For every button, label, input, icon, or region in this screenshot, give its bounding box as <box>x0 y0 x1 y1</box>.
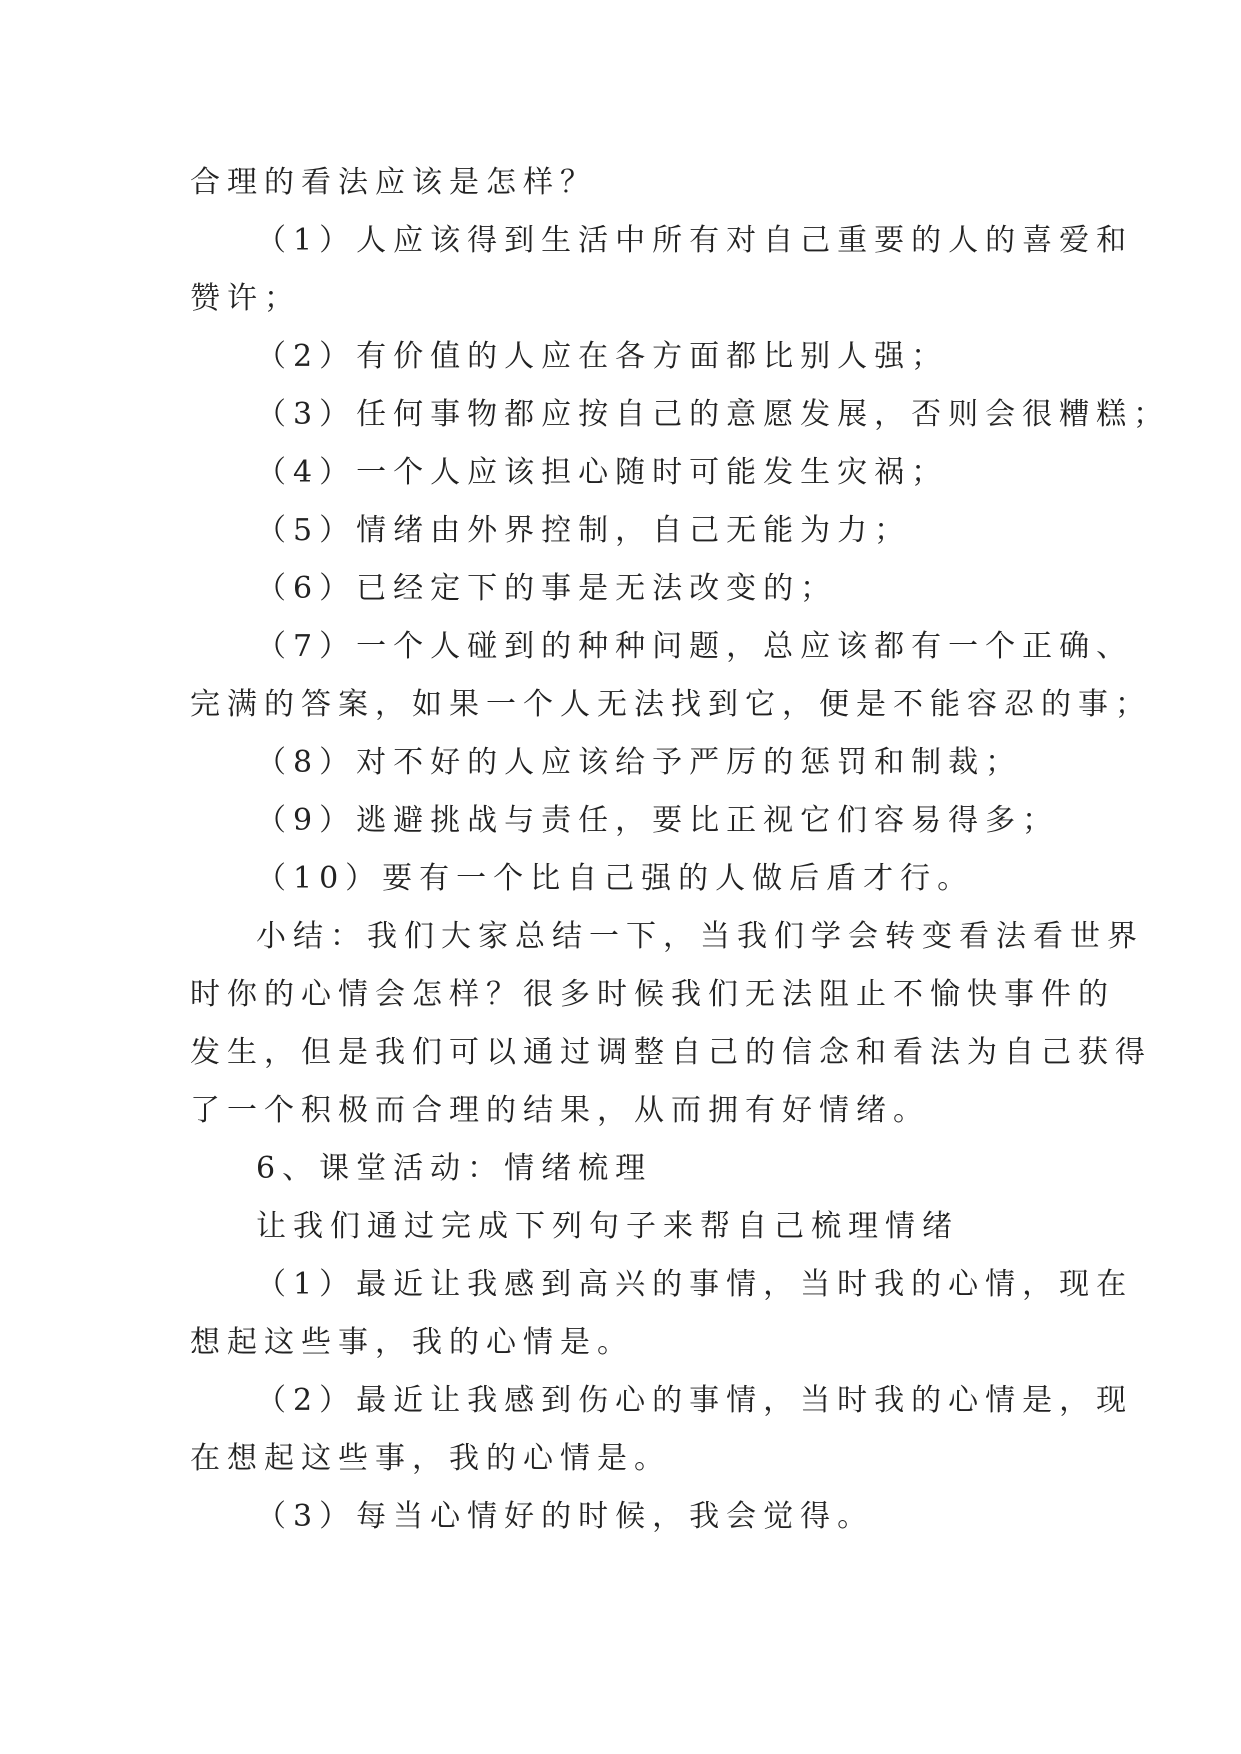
list-item-10: （10）要有一个比自己强的人做后盾才行。 <box>256 861 975 896</box>
summary-line-4: 了一个积极而合理的结果，从而拥有好情绪。 <box>190 1093 930 1128</box>
activity-item-1-line-1: （1）最近让我感到高兴的事情，当时我的心情，现在 <box>256 1267 1134 1302</box>
list-item-5: （5）情绪由外界控制，自己无能为力； <box>256 513 912 548</box>
summary-line-3: 发生，但是我们可以通过调整自己的信念和看法为自己获得 <box>190 1035 1152 1070</box>
list-item-6: （6）已经定下的事是无法改变的； <box>256 571 838 606</box>
summary-line-2: 时你的心情会怎样？很多时候我们无法阻止不愉快事件的 <box>190 977 1115 1012</box>
paragraph-heading-question: 合理的看法应该是怎样？ <box>190 165 597 200</box>
list-item-8: （8）对不好的人应该给予严厉的惩罚和制裁； <box>256 745 1023 780</box>
list-item-1-line-1: （1）人应该得到生活中所有对自己重要的人的喜爱和 <box>256 223 1134 258</box>
activity-item-2-line-1: （2）最近让我感到伤心的事情，当时我的心情是，现 <box>256 1383 1134 1418</box>
activity-intro: 让我们通过完成下列句子来帮自己梳理情绪 <box>256 1209 959 1244</box>
list-item-9: （9）逃避挑战与责任，要比正视它们容易得多； <box>256 803 1060 838</box>
activity-item-2-line-2: 在想起这些事，我的心情是。 <box>190 1441 671 1476</box>
list-item-3: （3）任何事物都应按自己的意愿发展，否则会很糟糕； <box>256 397 1171 432</box>
activity-item-3: （3）每当心情好的时候，我会觉得。 <box>256 1499 875 1534</box>
list-item-7-line-1: （7）一个人碰到的种种问题，总应该都有一个正确、 <box>256 629 1134 664</box>
summary-line-1: 小结：我们大家总结一下，当我们学会转变看法看世界 <box>256 919 1144 954</box>
list-item-4: （4）一个人应该担心随时可能发生灾祸； <box>256 455 949 490</box>
section-heading-activity: 6、课堂活动：情绪梳理 <box>256 1151 653 1186</box>
activity-item-1-line-2: 想起这些事，我的心情是。 <box>190 1325 634 1360</box>
list-item-2: （2）有价值的人应在各方面都比别人强； <box>256 339 949 374</box>
list-item-1-line-2: 赞许； <box>190 281 301 316</box>
list-item-7-line-2: 完满的答案，如果一个人无法找到它，便是不能容忍的事； <box>190 687 1152 722</box>
